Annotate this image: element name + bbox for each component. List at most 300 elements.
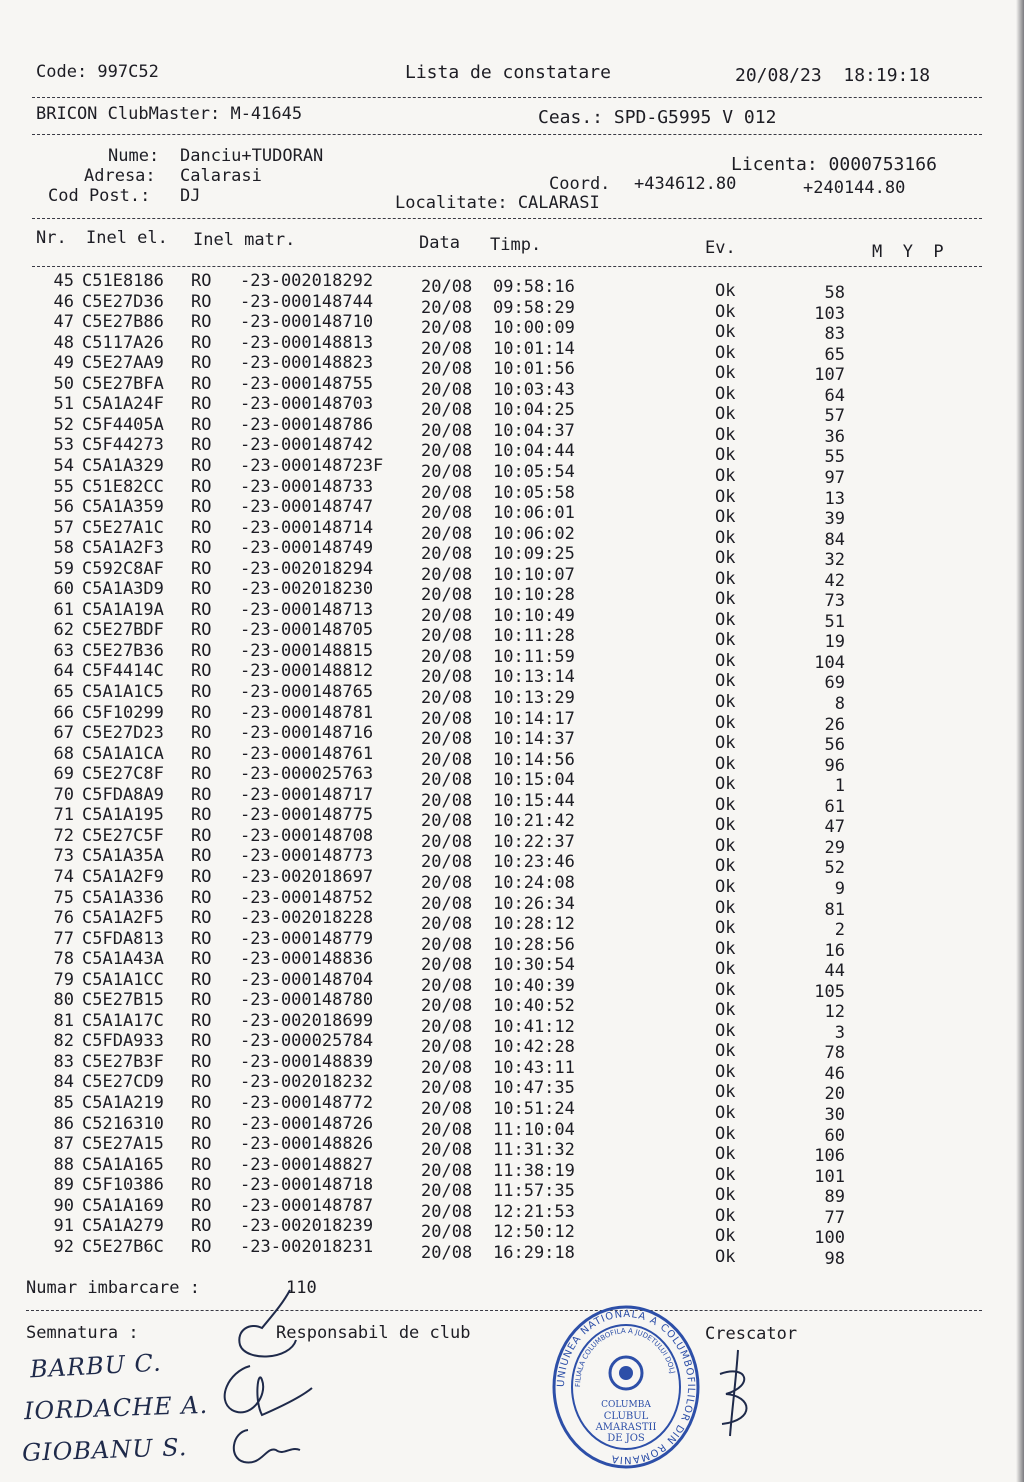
cell-ro: RO	[191, 1051, 212, 1072]
cell-ro: RO	[191, 538, 212, 559]
cell-matr: -23-000148726	[240, 1113, 374, 1134]
cell-ev: Ok	[715, 507, 736, 528]
cell-ro: RO	[191, 579, 212, 600]
cell-ro: RO	[191, 312, 212, 333]
cell-nr: 69	[53, 764, 74, 785]
cell-ro: RO	[191, 825, 212, 846]
postal-label: Cod Post.:	[48, 186, 151, 206]
cell-pos: 56	[824, 735, 845, 756]
cell-ro: RO	[191, 949, 212, 970]
cell-nr: 91	[53, 1216, 74, 1237]
cell-ro: RO	[191, 414, 212, 435]
cell-date: 20/08	[421, 318, 473, 339]
cell-ev: Ok	[715, 897, 736, 918]
cell-nr: 59	[53, 558, 74, 579]
cell-date: 20/08	[421, 996, 473, 1017]
cell-ro: RO	[191, 682, 212, 702]
cell-pos: 61	[824, 796, 845, 817]
cell-el: C51E82CC	[82, 476, 164, 497]
cell-matr: -23-000148761	[240, 743, 374, 764]
cell-ev: Ok	[715, 1226, 736, 1247]
cell-ro: RO	[191, 990, 212, 1011]
cell-time: 10:13:14	[493, 667, 575, 688]
stamp-line-1: COLUMBA	[601, 1400, 651, 1410]
cell-time: 10:23:46	[493, 852, 575, 873]
cell-pos: 32	[824, 550, 845, 571]
cell-date: 20/08	[421, 1119, 473, 1140]
stamp-line-2: CLUBUL	[603, 1411, 649, 1422]
clock-id: Ceas.: SPD-G5995 V 012	[538, 107, 777, 128]
cell-date: 20/08	[421, 277, 473, 297]
cell-nr: 72	[53, 825, 74, 846]
cell-el: C5E27D23	[82, 723, 164, 744]
cell-time: 10:01:56	[493, 359, 575, 380]
cell-ev: Ok	[715, 281, 736, 301]
cell-time: 10:15:04	[493, 770, 575, 791]
cell-date: 20/08	[421, 688, 473, 708]
cell-el: C5FDA813	[82, 928, 164, 949]
cell-time: 11:31:32	[493, 1140, 575, 1161]
cell-date: 20/08	[421, 1201, 473, 1222]
cell-nr: 81	[53, 1010, 74, 1031]
cell-ro: RO	[191, 394, 212, 415]
cell-nr: 57	[53, 517, 74, 538]
cell-pos: 106	[814, 1146, 845, 1167]
cell-ev: Ok	[715, 876, 736, 897]
cell-el: C5A1A1CC	[82, 969, 164, 990]
cell-ro: RO	[191, 1195, 212, 1216]
cell-date: 20/08	[421, 523, 473, 544]
cell-date: 20/08	[421, 1242, 473, 1263]
cell-pos: 77	[824, 1207, 845, 1228]
cell-pos: 44	[824, 961, 845, 982]
signature-label: Semnatura :	[26, 1323, 139, 1343]
cell-el: C5F4405A	[82, 414, 164, 435]
cell-ev: Ok	[715, 363, 736, 384]
postal-value: DJ	[180, 186, 201, 206]
cell-pos: 97	[824, 467, 845, 488]
cell-time: 11:57:35	[493, 1181, 575, 1202]
cell-ro: RO	[191, 271, 212, 291]
breeder-label: Crescator	[705, 1324, 798, 1344]
cell-ro: RO	[191, 969, 212, 990]
cell-ro: RO	[191, 620, 212, 641]
cell-ev: Ok	[715, 568, 736, 589]
cell-nr: 76	[53, 908, 74, 929]
cell-time: 10:42:28	[493, 1037, 575, 1058]
cell-ro: RO	[191, 928, 212, 949]
cell-el: C5E27B3F	[82, 1051, 164, 1072]
cell-time: 10:04:44	[493, 441, 575, 462]
boarding-label: Numar imbarcare :	[26, 1278, 200, 1298]
cell-time: 12:21:53	[493, 1201, 575, 1222]
cell-date: 20/08	[421, 893, 473, 914]
cell-ro: RO	[191, 723, 212, 744]
cell-ev: Ok	[715, 979, 736, 1000]
cell-pos: 39	[824, 509, 845, 530]
cell-el: C592C8AF	[82, 558, 164, 579]
cell-matr: -23-000148742	[240, 435, 374, 456]
cell-el: C51E8186	[82, 271, 164, 291]
cell-matr: -23-000148823	[240, 353, 374, 374]
cell-nr: 80	[53, 990, 74, 1011]
cell-pos: 19	[824, 632, 845, 653]
cell-time: 10:40:52	[493, 996, 575, 1017]
cell-matr: -23-000148813	[240, 332, 374, 353]
cell-ev: Ok	[715, 1144, 736, 1165]
cell-ev: Ok	[715, 938, 736, 959]
cell-nr: 70	[53, 784, 74, 805]
cell-el: C5216310	[82, 1113, 164, 1134]
cell-matr: -23-000148775	[240, 805, 374, 826]
cell-nr: 46	[53, 291, 74, 312]
cell-el: C5FDA933	[82, 1031, 164, 1052]
cell-date: 20/08	[421, 564, 473, 585]
cell-ro: RO	[191, 1010, 212, 1031]
cell-ev: Ok	[715, 835, 736, 856]
cell-el: C5A1A2F3	[82, 538, 164, 559]
cell-time: 10:21:42	[493, 811, 575, 832]
stamp-line-4: DE JOS	[607, 1433, 645, 1444]
cell-time: 10:40:39	[493, 975, 575, 996]
cell-ro: RO	[191, 908, 212, 929]
cell-matr: -23-002018294	[240, 558, 374, 579]
cell-el: C5F4414C	[82, 661, 164, 682]
cell-time: 10:00:09	[493, 318, 575, 339]
cell-time: 11:10:04	[493, 1119, 575, 1140]
cell-ev: Ok	[715, 609, 736, 630]
cell-nr: 62	[53, 620, 74, 641]
name-label: Nume:	[108, 146, 160, 166]
col-ev: Ev.	[705, 238, 736, 258]
cell-matr: -23-000148787	[240, 1195, 374, 1216]
cell-ro: RO	[191, 1113, 212, 1134]
cell-time: 10:26:34	[493, 893, 575, 914]
cell-el: C5A1A2F5	[82, 908, 164, 929]
cell-ev: Ok	[715, 424, 736, 445]
cell-date: 20/08	[421, 359, 473, 380]
cell-date: 20/08	[421, 667, 473, 688]
cell-el: C5A1A336	[82, 887, 164, 908]
cell-ro: RO	[191, 1175, 212, 1196]
cell-pos: 83	[824, 324, 845, 345]
cell-el: C5E27C8F	[82, 764, 164, 785]
paper-edge-shadow	[1016, 0, 1024, 1482]
cell-pos: 81	[824, 899, 845, 920]
cell-time: 10:11:59	[493, 646, 575, 667]
cell-ro: RO	[191, 1093, 212, 1113]
cell-time: 10:51:24	[493, 1099, 575, 1119]
cell-matr: -23-000148703	[240, 394, 374, 415]
cell-matr: -23-000148755	[240, 373, 374, 394]
cell-time: 10:10:28	[493, 585, 575, 606]
cell-date: 20/08	[421, 461, 473, 482]
cell-ro: RO	[191, 764, 212, 785]
cell-ev: Ok	[715, 1082, 736, 1103]
cell-date: 20/08	[421, 544, 473, 565]
cell-matr: -23-000025763	[240, 764, 374, 785]
cell-time: 09:58:29	[493, 297, 575, 318]
cell-ev: Ok	[715, 342, 736, 363]
cell-time: 10:09:25	[493, 544, 575, 565]
cell-ev: Ok	[715, 671, 736, 692]
cell-date: 20/08	[421, 1057, 473, 1078]
cell-nr: 79	[53, 969, 74, 990]
cell-ro: RO	[191, 497, 212, 518]
cell-el: C5E27B15	[82, 990, 164, 1011]
cell-time: 10:06:02	[493, 523, 575, 544]
cell-date: 20/08	[421, 770, 473, 791]
cell-date: 20/08	[421, 811, 473, 832]
cell-matr: -23-000148718	[240, 1175, 374, 1196]
document-title: Lista de constatare	[405, 62, 611, 83]
cell-time: 10:28:56	[493, 934, 575, 955]
cell-date: 20/08	[421, 605, 473, 626]
cell-ro: RO	[191, 517, 212, 538]
cell-time: 10:41:12	[493, 1016, 575, 1037]
cell-pos: 57	[824, 406, 845, 427]
cell-date: 20/08	[421, 975, 473, 996]
cell-date: 20/08	[421, 1078, 473, 1099]
cell-el: C5A1A165	[82, 1154, 164, 1175]
cell-pos: 78	[824, 1043, 845, 1064]
cell-time: 11:38:19	[493, 1160, 575, 1181]
cell-date: 20/08	[421, 646, 473, 667]
cell-date: 20/08	[421, 482, 473, 503]
cell-ro: RO	[191, 1031, 212, 1052]
cell-date: 20/08	[421, 503, 473, 524]
cell-ev: Ok	[715, 589, 736, 610]
cell-el: C5E27D36	[82, 291, 164, 312]
cell-pos: 20	[824, 1084, 845, 1105]
cell-time: 09:58:16	[493, 277, 575, 297]
cell-ro: RO	[191, 784, 212, 805]
address-label: Adresa:	[84, 166, 156, 186]
cell-pos: 73	[824, 591, 845, 612]
cell-matr: -23-000148710	[240, 312, 374, 333]
cell-matr: -23-000148780	[240, 990, 374, 1011]
cell-el: C5A1A2F9	[82, 866, 164, 887]
cell-el: C5E27B86	[82, 312, 164, 333]
cell-ro: RO	[191, 1236, 212, 1257]
stamp-line-3: AMARASTII	[595, 1422, 657, 1433]
cell-time: 16:29:18	[493, 1242, 575, 1263]
club-stamp-icon	[551, 1303, 701, 1471]
cell-matr: -23-000148839	[240, 1051, 374, 1072]
cell-ev: Ok	[715, 1205, 736, 1226]
cell-nr: 53	[53, 435, 74, 456]
cell-nr: 77	[53, 928, 74, 949]
cell-el: C5A1A19A	[82, 599, 164, 620]
cell-matr: -23-000148714	[240, 517, 374, 538]
cell-time: 10:05:58	[493, 482, 575, 503]
club-master: BRICON ClubMaster: M-41645	[36, 104, 303, 124]
cell-pos: 107	[814, 365, 845, 386]
cell-ro: RO	[191, 661, 212, 682]
cell-time: 10:03:43	[493, 379, 575, 400]
cell-nr: 68	[53, 743, 74, 764]
cell-date: 20/08	[421, 872, 473, 893]
cell-pos: 60	[824, 1125, 845, 1146]
club-responsible-label: Responsabil de club	[276, 1323, 471, 1343]
cell-ro: RO	[191, 640, 212, 661]
col-inel-el: Inel el.	[86, 228, 168, 248]
cell-nr: 83	[53, 1051, 74, 1072]
cell-date: 20/08	[421, 1160, 473, 1181]
cell-date: 20/08	[421, 338, 473, 359]
cell-date: 20/08	[421, 852, 473, 873]
cell-date: 20/08	[421, 955, 473, 976]
cell-pos: 46	[824, 1063, 845, 1084]
cell-time: 10:10:49	[493, 605, 575, 626]
cell-ro: RO	[191, 353, 212, 374]
cell-ev: Ok	[715, 322, 736, 343]
name-value: Danciu+TUDORAN	[180, 146, 324, 166]
cell-ev: Ok	[715, 527, 736, 548]
stamp-inner-text: FILIALA COLUMBOFILA A JUDETULUI DOLJ	[573, 1326, 677, 1388]
cell-matr: -23-000148733	[240, 476, 374, 497]
cell-el: C5E27B6C	[82, 1236, 164, 1257]
cell-date: 20/08	[421, 400, 473, 421]
cell-nr: 48	[53, 332, 74, 353]
cell-ro: RO	[191, 1216, 212, 1237]
cell-nr: 87	[53, 1134, 74, 1155]
cell-ev: Ok	[715, 465, 736, 486]
cell-nr: 78	[53, 949, 74, 970]
cell-ev: Ok	[715, 753, 736, 774]
cell-nr: 90	[53, 1195, 74, 1216]
cell-matr: -23-000148752	[240, 887, 374, 908]
cell-nr: 67	[53, 723, 74, 744]
cell-time: 10:14:17	[493, 708, 575, 729]
cell-date: 20/08	[421, 1099, 473, 1119]
cell-pos: 47	[824, 817, 845, 838]
cell-date: 20/08	[421, 441, 473, 462]
cell-time: 10:14:37	[493, 729, 575, 750]
cell-time: 10:04:25	[493, 400, 575, 421]
cell-pos: 51	[824, 611, 845, 632]
cell-date: 20/08	[421, 1181, 473, 1202]
cell-ev: Ok	[715, 1041, 736, 1062]
cell-el: C5A1A279	[82, 1216, 164, 1237]
cell-ro: RO	[191, 866, 212, 887]
cell-matr: -23-000148772	[240, 1093, 374, 1113]
cell-el: C5F10386	[82, 1175, 164, 1196]
cell-matr: -23-000148765	[240, 682, 374, 702]
cell-pos: 89	[824, 1187, 845, 1208]
cell-ev: Ok	[715, 815, 736, 836]
cell-el: C5A1A3D9	[82, 579, 164, 600]
cell-el: C5A1A17C	[82, 1010, 164, 1031]
cell-ro: RO	[191, 1154, 212, 1175]
cell-time: 10:22:37	[493, 831, 575, 852]
cell-date: 20/08	[421, 934, 473, 955]
cell-el: C5A1A24F	[82, 394, 164, 415]
cell-nr: 47	[53, 312, 74, 333]
cell-matr: -23-000148716	[240, 723, 374, 744]
cell-time: 10:04:37	[493, 420, 575, 441]
cell-matr: -23-000148836	[240, 949, 374, 970]
cell-matr: -23-000148786	[240, 414, 374, 435]
coord-lon: +240144.80	[803, 178, 906, 198]
cell-nr: 56	[53, 497, 74, 518]
cell-el: C5A1A359	[82, 497, 164, 518]
cell-matr: -23-000148705	[240, 620, 374, 641]
cell-pos: 101	[814, 1166, 845, 1187]
cell-nr: 85	[53, 1093, 74, 1113]
cell-nr: 88	[53, 1154, 74, 1175]
cell-pos: 36	[824, 426, 845, 447]
cell-ev: Ok	[715, 733, 736, 754]
cell-time: 10:06:01	[493, 503, 575, 524]
cell-ro: RO	[191, 476, 212, 497]
cell-ro: RO	[191, 291, 212, 312]
code-label: Code: 997C52	[36, 62, 159, 82]
cell-el: C5A1A195	[82, 805, 164, 826]
cell-pos: 13	[824, 488, 845, 509]
cell-matr: -23-002018228	[240, 908, 374, 929]
cell-el: C5E27A1C	[82, 517, 164, 538]
cell-nr: 45	[53, 271, 74, 291]
cell-ev: Ok	[715, 1123, 736, 1144]
cell-el: C5E27B36	[82, 640, 164, 661]
coord-label: Coord.	[549, 174, 611, 194]
cell-el: C5E27C5F	[82, 825, 164, 846]
cell-matr: -23-000148812	[240, 661, 374, 682]
cell-nr: 51	[53, 394, 74, 415]
stamp-ring-text: UNIUNEA NATIONALA A COLUMBOFILILOR DIN ROMANIA	[555, 1308, 697, 1466]
cell-matr: -23-002018232	[240, 1072, 374, 1093]
cell-date: 20/08	[421, 1016, 473, 1037]
cell-matr: -23-002018292	[240, 271, 374, 291]
cell-nr: 74	[53, 866, 74, 887]
cell-matr: -23-000148781	[240, 702, 374, 723]
cell-el: C5E27AA9	[82, 353, 164, 374]
cell-matr: -23-002018231	[240, 1236, 374, 1257]
cell-el: C5E27BDF	[82, 620, 164, 641]
cell-ro: RO	[191, 805, 212, 826]
cell-pos: 105	[814, 981, 845, 1002]
cell-time: 10:10:07	[493, 564, 575, 585]
cell-time: 10:47:35	[493, 1078, 575, 1099]
cell-matr: -23-000148747	[240, 497, 374, 518]
cell-pos: 29	[824, 837, 845, 858]
cell-nr: 61	[53, 599, 74, 620]
cell-el: C5A1A1CA	[82, 743, 164, 764]
cell-date: 20/08	[421, 626, 473, 647]
cell-time: 10:13:29	[493, 688, 575, 708]
cell-matr: -23-000148749	[240, 538, 374, 559]
cell-time: 10:28:12	[493, 914, 575, 935]
cell-nr: 65	[53, 682, 74, 702]
cell-ev: Ok	[715, 301, 736, 322]
cell-nr: 58	[53, 538, 74, 559]
cell-date: 20/08	[421, 379, 473, 400]
cell-pos: 104	[814, 652, 845, 673]
cell-pos: 96	[824, 755, 845, 776]
cell-date: 20/08	[421, 749, 473, 770]
cell-el: C5FDA8A9	[82, 784, 164, 805]
cell-matr: -23-000148815	[240, 640, 374, 661]
cell-ev: Ok	[715, 692, 736, 712]
cell-ev: Ok	[715, 959, 736, 980]
cell-ev: Ok	[715, 486, 736, 507]
cell-matr: -23-000148708	[240, 825, 374, 846]
cell-ro: RO	[191, 332, 212, 353]
cell-pos: 100	[814, 1228, 845, 1249]
cell-nr: 60	[53, 579, 74, 600]
cell-ev: Ok	[715, 1185, 736, 1206]
